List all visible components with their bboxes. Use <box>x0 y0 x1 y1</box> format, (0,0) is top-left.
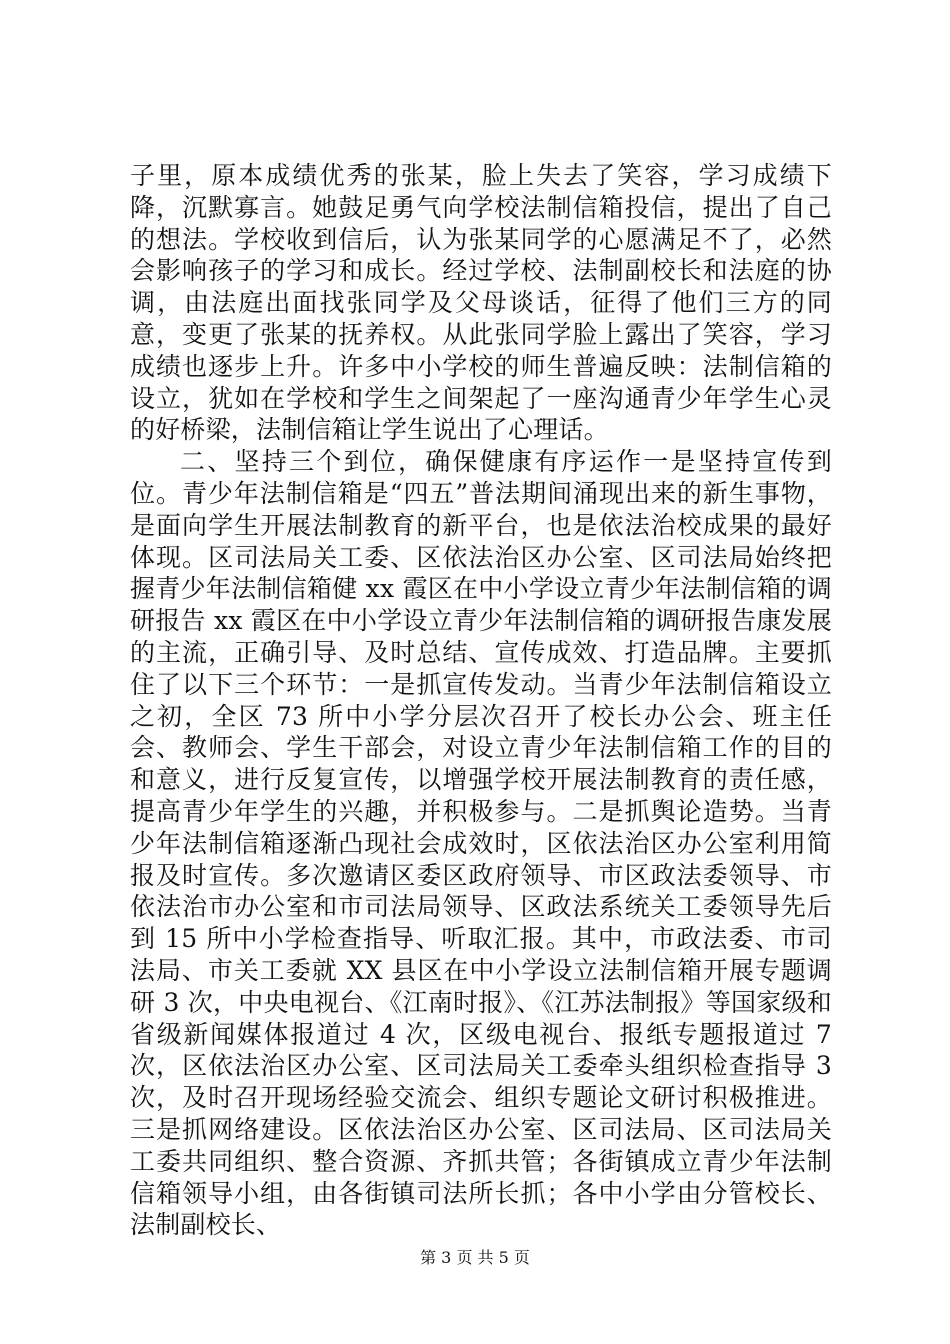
body-text <box>130 160 832 1241</box>
paragraph-section-two: 二、坚持三个到位，确保健康有序运作一是坚持宣传到位。青少年法制信箱是“四五”普法期间涌现出来的新生事物，是面向学生开展法制教育的新平台，也是依法治校成果的最好体现。区司法局关工委、区依法治区办公室、区司法局始终把握青少年法制信箱健 xx 霞区在中小学设立青少年法制信箱的调研报告 xx 霞区在中小学设立青少年法制信箱的调研报告康发展的主流，正确引导、及时总结、宣传成效、打造品牌。主要抓住了以下三个环节：一是抓宣传发动。当青少年法制信箱设立之初，全区 73 所中小学分层次召开了校长办公会、班主任会、教师会、学生干部会，对设立青少年法制信箱工作的目的和意义，进行反复宣传，以增强学校开展法制教育的责任感，提高青少年学生的兴趣，并积极参与。二是抓舆论造势。当青少年法制信箱逐渐凸现社会成效时，区依法治区办公室利用简报及时宣传。多次邀请区委区政府领导、市区政法委领导、市依法治市办公室和市司法局领导、区政法系统关工委领导先后到 15 所中小学检查指导、听取汇报。其中，市政法委、市司法局、市关工委就 XX 县区在中小学设立法制信箱开展专题调研 3 次，中央电视台、《江南时报》、《江苏法制报》等国家级和省级新闻媒体报道过 4 次，区级电视台、报纸专题报道过 7 次，区依法治区办公室、区司法局关工委牵头组织检查指导 3 次，及时召开现场经验交流会、组织专题论文研讨积极推进。三是抓网络建设。区依法治区办公室、区司法局、区司法局关工委共同组织、整合资源、齐抓共管；各街镇成立青少年法制信箱领导小组，由各街镇司法所长抓；各中小学由分管校长、法制副校长、 <box>130 447 832 1240</box>
paragraph-continuation: 子里，原本成绩优秀的张某，脸上失去了笑容，学习成绩下降，沉默寡言。她鼓足勇气向学校法制信箱投信，提出了自己的想法。学校收到信后，认为张某同学的心愿满足不了，必然会影响孩子的学习和成长。经过学校、法制副校长和法庭的协调，由法庭出面找张同学及父母谈话，征得了他们三方的同意，变更了张某的抚养权。从此张同学脸上露出了笑容，学习成绩也逐步上升。许多中小学校的师生普遍反映：法制信箱的设立，犹如在学校和学生之间架起了一座沟通青少年学生心灵的好桥梁，法制信箱让学生说出了心理话。 <box>130 161 832 445</box>
page-number-footer: 第 3 页 共 5 页 <box>420 1248 530 1267</box>
